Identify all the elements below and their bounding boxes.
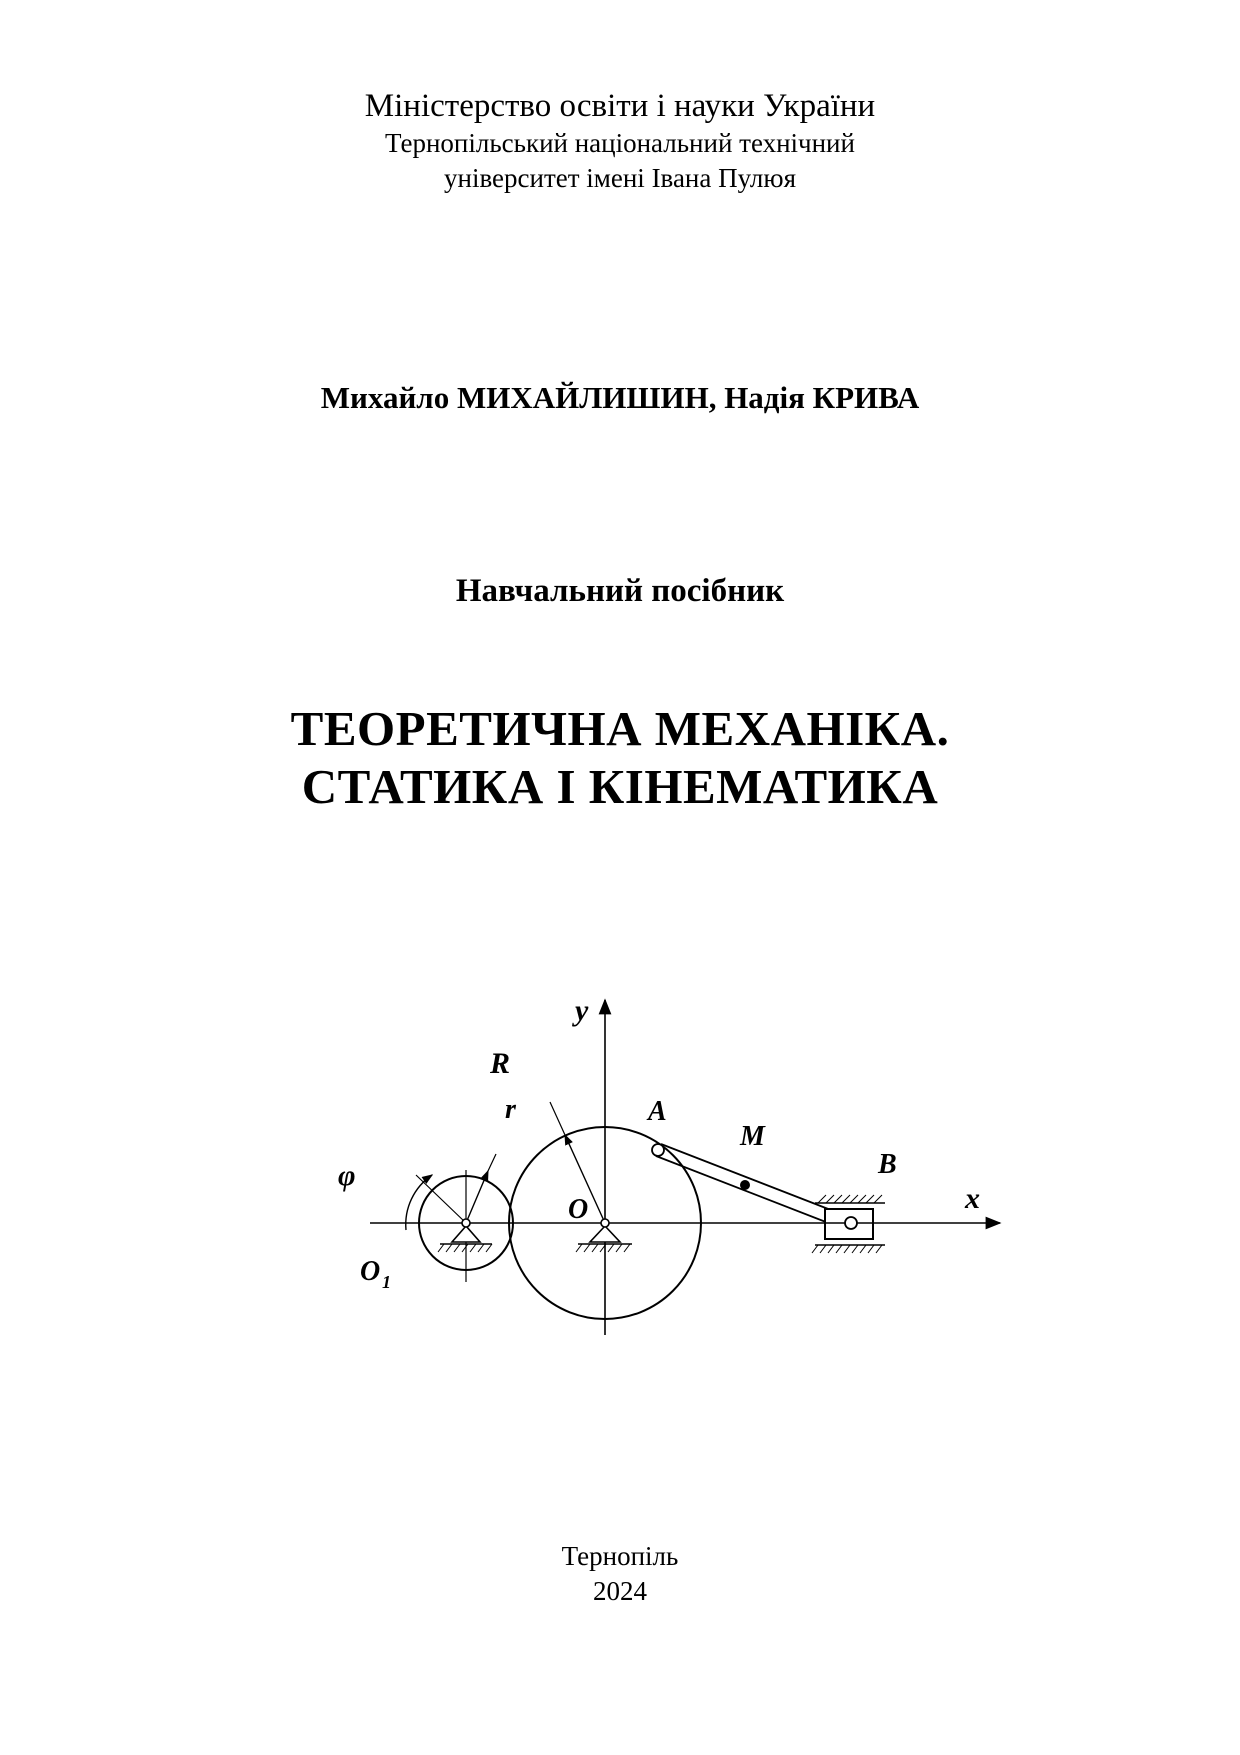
point-m bbox=[740, 1180, 750, 1190]
university-name-line1: Тернопільський національний технічний bbox=[385, 128, 855, 158]
mechanism-diagram bbox=[338, 990, 1010, 1340]
year: 2024 bbox=[593, 1576, 647, 1606]
label-r-small: r bbox=[505, 1094, 516, 1125]
label-x: x bbox=[965, 1182, 980, 1215]
label-m: M bbox=[740, 1121, 765, 1152]
slider-guide-top bbox=[815, 1195, 885, 1203]
label-r-big: R bbox=[490, 1047, 511, 1080]
authors: Михайло МИХАЙЛИШИН, Надія КРИВА bbox=[320, 380, 920, 415]
label-b: B bbox=[878, 1149, 897, 1180]
slider-guide-bottom bbox=[812, 1245, 885, 1253]
title-line1: ТЕОРЕТИЧНА МЕХАНІКА. bbox=[290, 701, 950, 756]
label-y: y bbox=[575, 994, 589, 1027]
point-a bbox=[652, 1144, 664, 1156]
support-o1 bbox=[438, 1219, 492, 1252]
point-b bbox=[845, 1217, 857, 1229]
label-o1-subscript: 1 bbox=[382, 1272, 391, 1292]
document-type: Навчальний посібник bbox=[455, 573, 785, 609]
radius-small-arrow bbox=[466, 1171, 488, 1223]
title-line2: СТАТИКА І КІНЕМАТИКА bbox=[301, 759, 939, 814]
label-phi: φ bbox=[338, 1159, 356, 1192]
label-o: O bbox=[568, 1194, 589, 1225]
label-o1: O bbox=[360, 1256, 381, 1287]
university-name-line2: університет імені Івана Пулюя bbox=[444, 163, 796, 193]
ministry-name: Міністерство освіти і науки України bbox=[364, 88, 876, 124]
city: Тернопіль bbox=[561, 1541, 679, 1571]
label-a: A bbox=[648, 1096, 667, 1127]
